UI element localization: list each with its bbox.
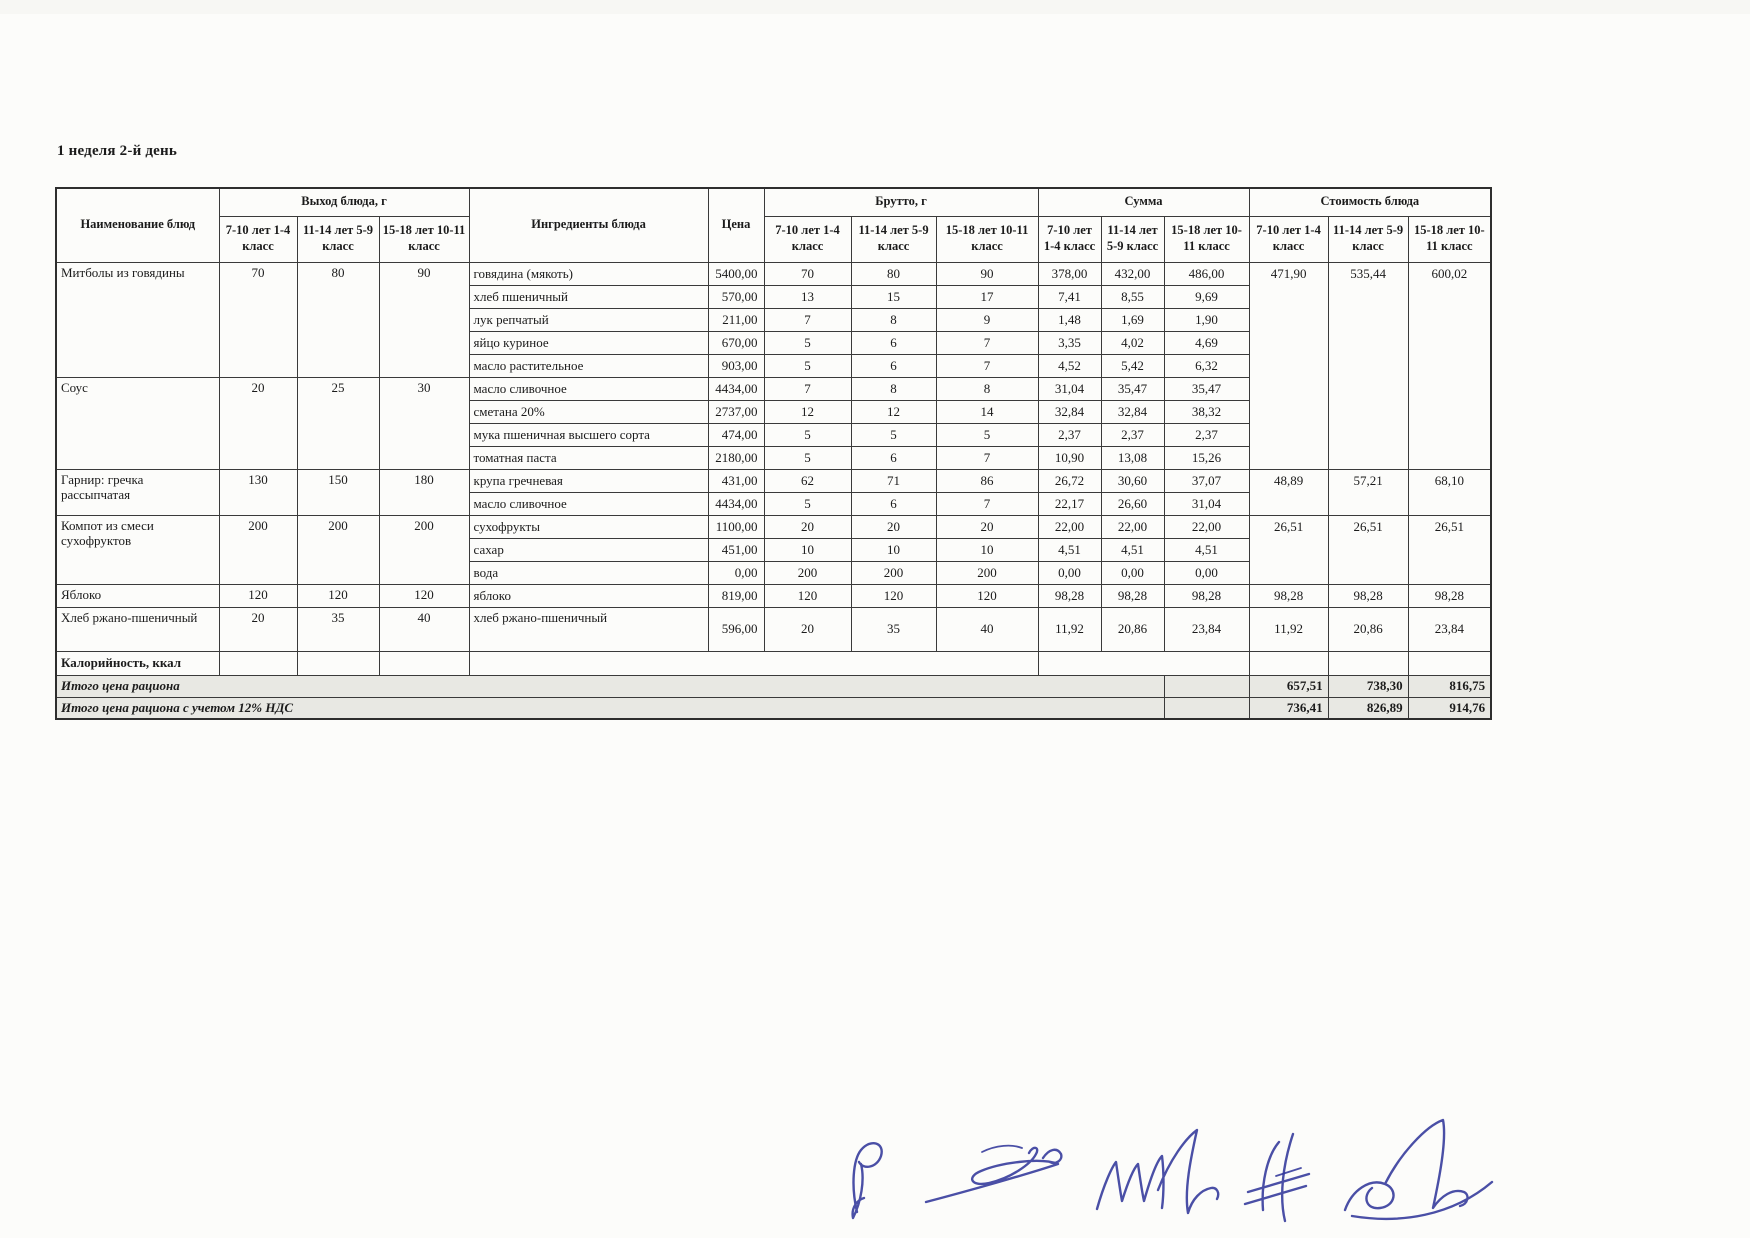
cell-price: 0,00: [708, 561, 764, 584]
cell-sum: 8,55: [1101, 285, 1164, 308]
cell-sum: 2,37: [1038, 423, 1101, 446]
cell-price: 431,00: [708, 469, 764, 492]
header-price: Цена: [708, 188, 764, 262]
cell-sum: 0,00: [1038, 561, 1101, 584]
cell-output: 90: [379, 262, 469, 377]
cell-gross: 7: [936, 354, 1038, 377]
cell-gross: 20: [764, 515, 851, 538]
cell-gross: 5: [764, 423, 851, 446]
cell-sum: 1,48: [1038, 308, 1101, 331]
cell-sum: 26,72: [1038, 469, 1101, 492]
cell-sum: 22,00: [1038, 515, 1101, 538]
cell-gross: 13: [764, 285, 851, 308]
cell-sum: 1,69: [1101, 308, 1164, 331]
cell-gross: 10: [936, 538, 1038, 561]
cell-sum: 1,90: [1164, 308, 1249, 331]
cell-gross: 40: [936, 607, 1038, 651]
header-age-group: 7-10 лет 1-4 класс: [764, 216, 851, 262]
cell-output: 35: [297, 607, 379, 651]
cell-gross: 5: [764, 446, 851, 469]
menu-table: [55, 187, 1492, 720]
cell-sum: 378,00: [1038, 262, 1101, 285]
cell-cost: 48,89: [1249, 469, 1328, 515]
page-title: 1 неделя 2-й день: [57, 143, 177, 159]
cell-price: 211,00: [708, 308, 764, 331]
cell-output: 120: [379, 584, 469, 607]
header-output: Выход блюда, г: [219, 188, 469, 216]
cell-gross: 12: [851, 400, 936, 423]
cell-gross: 17: [936, 285, 1038, 308]
header-gross: Брутто, г: [764, 188, 1038, 216]
cell-ingredient: мука пшеничная высшего сорта: [469, 423, 708, 446]
cell-output: 200: [379, 515, 469, 584]
cell-gross: 62: [764, 469, 851, 492]
cell-gross: 14: [936, 400, 1038, 423]
cell-price: 903,00: [708, 354, 764, 377]
cell-gross: 7: [936, 446, 1038, 469]
cell-sum: 11,92: [1038, 607, 1101, 651]
cell-gross: 120: [936, 584, 1038, 607]
signature-5: [1345, 1120, 1492, 1219]
cell-cost: 98,28: [1328, 584, 1408, 607]
signatures-block: [800, 1112, 1520, 1238]
cell-sum: 2,37: [1101, 423, 1164, 446]
cell-cost: 535,44: [1328, 262, 1408, 469]
cell-cost: 20,86: [1328, 607, 1408, 651]
cell-sum: 31,04: [1038, 377, 1101, 400]
cell-price: 4434,00: [708, 377, 764, 400]
header-ingredients: Ингредиенты блюда: [469, 188, 708, 262]
cell-gross: 200: [764, 561, 851, 584]
cell-gross: 20: [851, 515, 936, 538]
cell-price: 5400,00: [708, 262, 764, 285]
cell-cost: 471,90: [1249, 262, 1328, 469]
cell-cost: 11,92: [1249, 607, 1328, 651]
total-value: 657,51: [1249, 675, 1328, 697]
header-age-group: 7-10 лет 1-4 класс: [1038, 216, 1101, 262]
cell-sum: 4,69: [1164, 331, 1249, 354]
cell-cost: 23,84: [1408, 607, 1491, 651]
cell-gross: 70: [764, 262, 851, 285]
cell-gross: 86: [936, 469, 1038, 492]
cell-gross: 12: [764, 400, 851, 423]
cell-dish-name: Яблоко: [56, 584, 219, 607]
cell-ingredient: вода: [469, 561, 708, 584]
cell-gross: 200: [936, 561, 1038, 584]
cell-sum: 35,47: [1164, 377, 1249, 400]
empty-cell: [219, 651, 297, 675]
header-age-group: 7-10 лет 1-4 класс: [1249, 216, 1328, 262]
cell-cost: 57,21: [1328, 469, 1408, 515]
cell-output: 200: [297, 515, 379, 584]
cell-output: 20: [219, 377, 297, 469]
cell-ingredient: яйцо куриное: [469, 331, 708, 354]
cell-gross: 7: [764, 377, 851, 400]
cell-output: 30: [379, 377, 469, 469]
cell-price: 596,00: [708, 607, 764, 651]
signature-2: [926, 1146, 1061, 1202]
cell-gross: 120: [851, 584, 936, 607]
cell-output: 40: [379, 607, 469, 651]
total-vat-value: 736,41: [1249, 697, 1328, 719]
cell-sum: 98,28: [1101, 584, 1164, 607]
cell-sum: 22,00: [1101, 515, 1164, 538]
cell-sum: 20,86: [1101, 607, 1164, 651]
cell-gross: 5: [851, 423, 936, 446]
cell-price: 451,00: [708, 538, 764, 561]
cell-sum: 9,69: [1164, 285, 1249, 308]
cell-gross: 5: [764, 354, 851, 377]
cell-gross: 6: [851, 354, 936, 377]
header-age-group: 7-10 лет 1-4 класс: [219, 216, 297, 262]
cell-output: 200: [219, 515, 297, 584]
total-vat-value: 826,89: [1328, 697, 1408, 719]
cell-output: 80: [297, 262, 379, 377]
calories-row-label: Калорийность, ккал: [56, 651, 219, 675]
cell-gross: 7: [936, 331, 1038, 354]
cell-sum: 23,84: [1164, 607, 1249, 651]
cell-dish-name: Компот из смеси сухофруктов: [56, 515, 219, 584]
cell-sum: 35,47: [1101, 377, 1164, 400]
cell-gross: 71: [851, 469, 936, 492]
cell-ingredient: лук репчатый: [469, 308, 708, 331]
header-age-group: 15-18 лет 10-11 класс: [1408, 216, 1491, 262]
cell-output: 130: [219, 469, 297, 515]
cell-dish-name: Соус: [56, 377, 219, 469]
total-value: 738,30: [1328, 675, 1408, 697]
cell-gross: 20: [764, 607, 851, 651]
cell-dish-name: Хлеб ржано-пшеничный: [56, 607, 219, 651]
cell-sum: 37,07: [1164, 469, 1249, 492]
cell-gross: 9: [936, 308, 1038, 331]
cell-gross: 6: [851, 446, 936, 469]
empty-cell: [1408, 651, 1491, 675]
cell-dish-name: Гарнир: гречка рассыпчатая: [56, 469, 219, 515]
cell-output: 120: [297, 584, 379, 607]
cell-cost: 26,51: [1249, 515, 1328, 584]
total-value: 816,75: [1408, 675, 1491, 697]
cell-sum: 32,84: [1038, 400, 1101, 423]
cell-gross: 5: [764, 492, 851, 515]
cell-ingredient: говядина (мякоть): [469, 262, 708, 285]
cell-cost: 68,10: [1408, 469, 1491, 515]
cell-output: 25: [297, 377, 379, 469]
cell-sum: 486,00: [1164, 262, 1249, 285]
cell-price: 2180,00: [708, 446, 764, 469]
signature-1: [853, 1143, 882, 1218]
cell-sum: 98,28: [1038, 584, 1101, 607]
cell-price: 1100,00: [708, 515, 764, 538]
cell-price: 670,00: [708, 331, 764, 354]
header-age-group: 11-14 лет 5-9 класс: [851, 216, 936, 262]
cell-gross: 20: [936, 515, 1038, 538]
cell-cost: 98,28: [1408, 584, 1491, 607]
cell-gross: 35: [851, 607, 936, 651]
cell-sum: 22,17: [1038, 492, 1101, 515]
header-age-group: 11-14 лет 5-9 класс: [1328, 216, 1408, 262]
cell-gross: 15: [851, 285, 936, 308]
cell-gross: 6: [851, 492, 936, 515]
cell-gross: 80: [851, 262, 936, 285]
cell-sum: 6,32: [1164, 354, 1249, 377]
cell-dish-name: Митболы из говядины: [56, 262, 219, 377]
cell-gross: 6: [851, 331, 936, 354]
cell-ingredient: масло растительное: [469, 354, 708, 377]
header-age-group: 15-18 лет 10-11 класс: [1164, 216, 1249, 262]
cell-gross: 90: [936, 262, 1038, 285]
cell-sum: 32,84: [1101, 400, 1164, 423]
empty-cell: [379, 651, 469, 675]
signature-4: [1245, 1134, 1309, 1221]
cell-ingredient: хлеб пшеничный: [469, 285, 708, 308]
cell-sum: 13,08: [1101, 446, 1164, 469]
cell-price: 570,00: [708, 285, 764, 308]
cell-sum: 38,32: [1164, 400, 1249, 423]
cell-sum: 31,04: [1164, 492, 1249, 515]
scan-edge-shadow: [0, 0, 1750, 14]
cell-output: 120: [219, 584, 297, 607]
cell-gross: 5: [936, 423, 1038, 446]
cell-sum: 30,60: [1101, 469, 1164, 492]
cell-cost: 26,51: [1408, 515, 1491, 584]
cell-gross: 8: [851, 377, 936, 400]
cell-ingredient: крупа гречневая: [469, 469, 708, 492]
cell-sum: 7,41: [1038, 285, 1101, 308]
cell-ingredient: сметана 20%: [469, 400, 708, 423]
signature-3: [1097, 1130, 1218, 1213]
cell-gross: 200: [851, 561, 936, 584]
cell-ingredient: масло сливочное: [469, 492, 708, 515]
cell-ingredient: яблоко: [469, 584, 708, 607]
header-dish: Наименование блюд: [56, 188, 219, 262]
cell-price: 474,00: [708, 423, 764, 446]
cell-sum: 432,00: [1101, 262, 1164, 285]
header-age-group: 11-14 лет 5-9 класс: [1101, 216, 1164, 262]
cell-sum: 22,00: [1164, 515, 1249, 538]
cell-gross: 7: [764, 308, 851, 331]
cell-sum: 4,51: [1101, 538, 1164, 561]
cell-sum: 4,51: [1038, 538, 1101, 561]
cell-gross: 120: [764, 584, 851, 607]
empty-cell: [1164, 675, 1249, 697]
header-age-group: 11-14 лет 5-9 класс: [297, 216, 379, 262]
cell-cost: 98,28: [1249, 584, 1328, 607]
cell-gross: 10: [851, 538, 936, 561]
total-vat-row-label: Итого цена рациона с учетом 12% НДС: [56, 697, 1164, 719]
cell-ingredient: хлеб ржано-пшеничный: [469, 607, 708, 651]
cell-sum: 5,42: [1101, 354, 1164, 377]
cell-price: 4434,00: [708, 492, 764, 515]
cell-sum: 15,26: [1164, 446, 1249, 469]
empty-cell: [1164, 697, 1249, 719]
cell-gross: 8: [851, 308, 936, 331]
cell-gross: 7: [936, 492, 1038, 515]
total-row-label: Итого цена рациона: [56, 675, 1164, 697]
cell-sum: 98,28: [1164, 584, 1249, 607]
cell-ingredient: томатная паста: [469, 446, 708, 469]
header-age-group: 15-18 лет 10-11 класс: [379, 216, 469, 262]
cell-price: 2737,00: [708, 400, 764, 423]
header-sum: Сумма: [1038, 188, 1249, 216]
cell-gross: 10: [764, 538, 851, 561]
cell-gross: 8: [936, 377, 1038, 400]
cell-output: 180: [379, 469, 469, 515]
header-age-group: 15-18 лет 10-11 класс: [936, 216, 1038, 262]
cell-price: 819,00: [708, 584, 764, 607]
cell-ingredient: сухофрукты: [469, 515, 708, 538]
empty-cell: [1328, 651, 1408, 675]
cell-sum: 0,00: [1164, 561, 1249, 584]
cell-sum: 4,52: [1038, 354, 1101, 377]
cell-sum: 0,00: [1101, 561, 1164, 584]
cell-ingredient: масло сливочное: [469, 377, 708, 400]
cell-sum: 2,37: [1164, 423, 1249, 446]
empty-cell: [1038, 651, 1249, 675]
empty-cell: [469, 651, 1038, 675]
total-vat-value: 914,76: [1408, 697, 1491, 719]
cell-gross: 5: [764, 331, 851, 354]
cell-sum: 3,35: [1038, 331, 1101, 354]
cell-cost: 26,51: [1328, 515, 1408, 584]
empty-cell: [1249, 651, 1328, 675]
cell-ingredient: сахар: [469, 538, 708, 561]
cell-output: 70: [219, 262, 297, 377]
cell-output: 20: [219, 607, 297, 651]
cell-sum: 4,02: [1101, 331, 1164, 354]
cell-sum: 26,60: [1101, 492, 1164, 515]
empty-cell: [297, 651, 379, 675]
cell-sum: 4,51: [1164, 538, 1249, 561]
cell-cost: 600,02: [1408, 262, 1491, 469]
header-cost: Стоимость блюда: [1249, 188, 1491, 216]
cell-output: 150: [297, 469, 379, 515]
cell-sum: 10,90: [1038, 446, 1101, 469]
